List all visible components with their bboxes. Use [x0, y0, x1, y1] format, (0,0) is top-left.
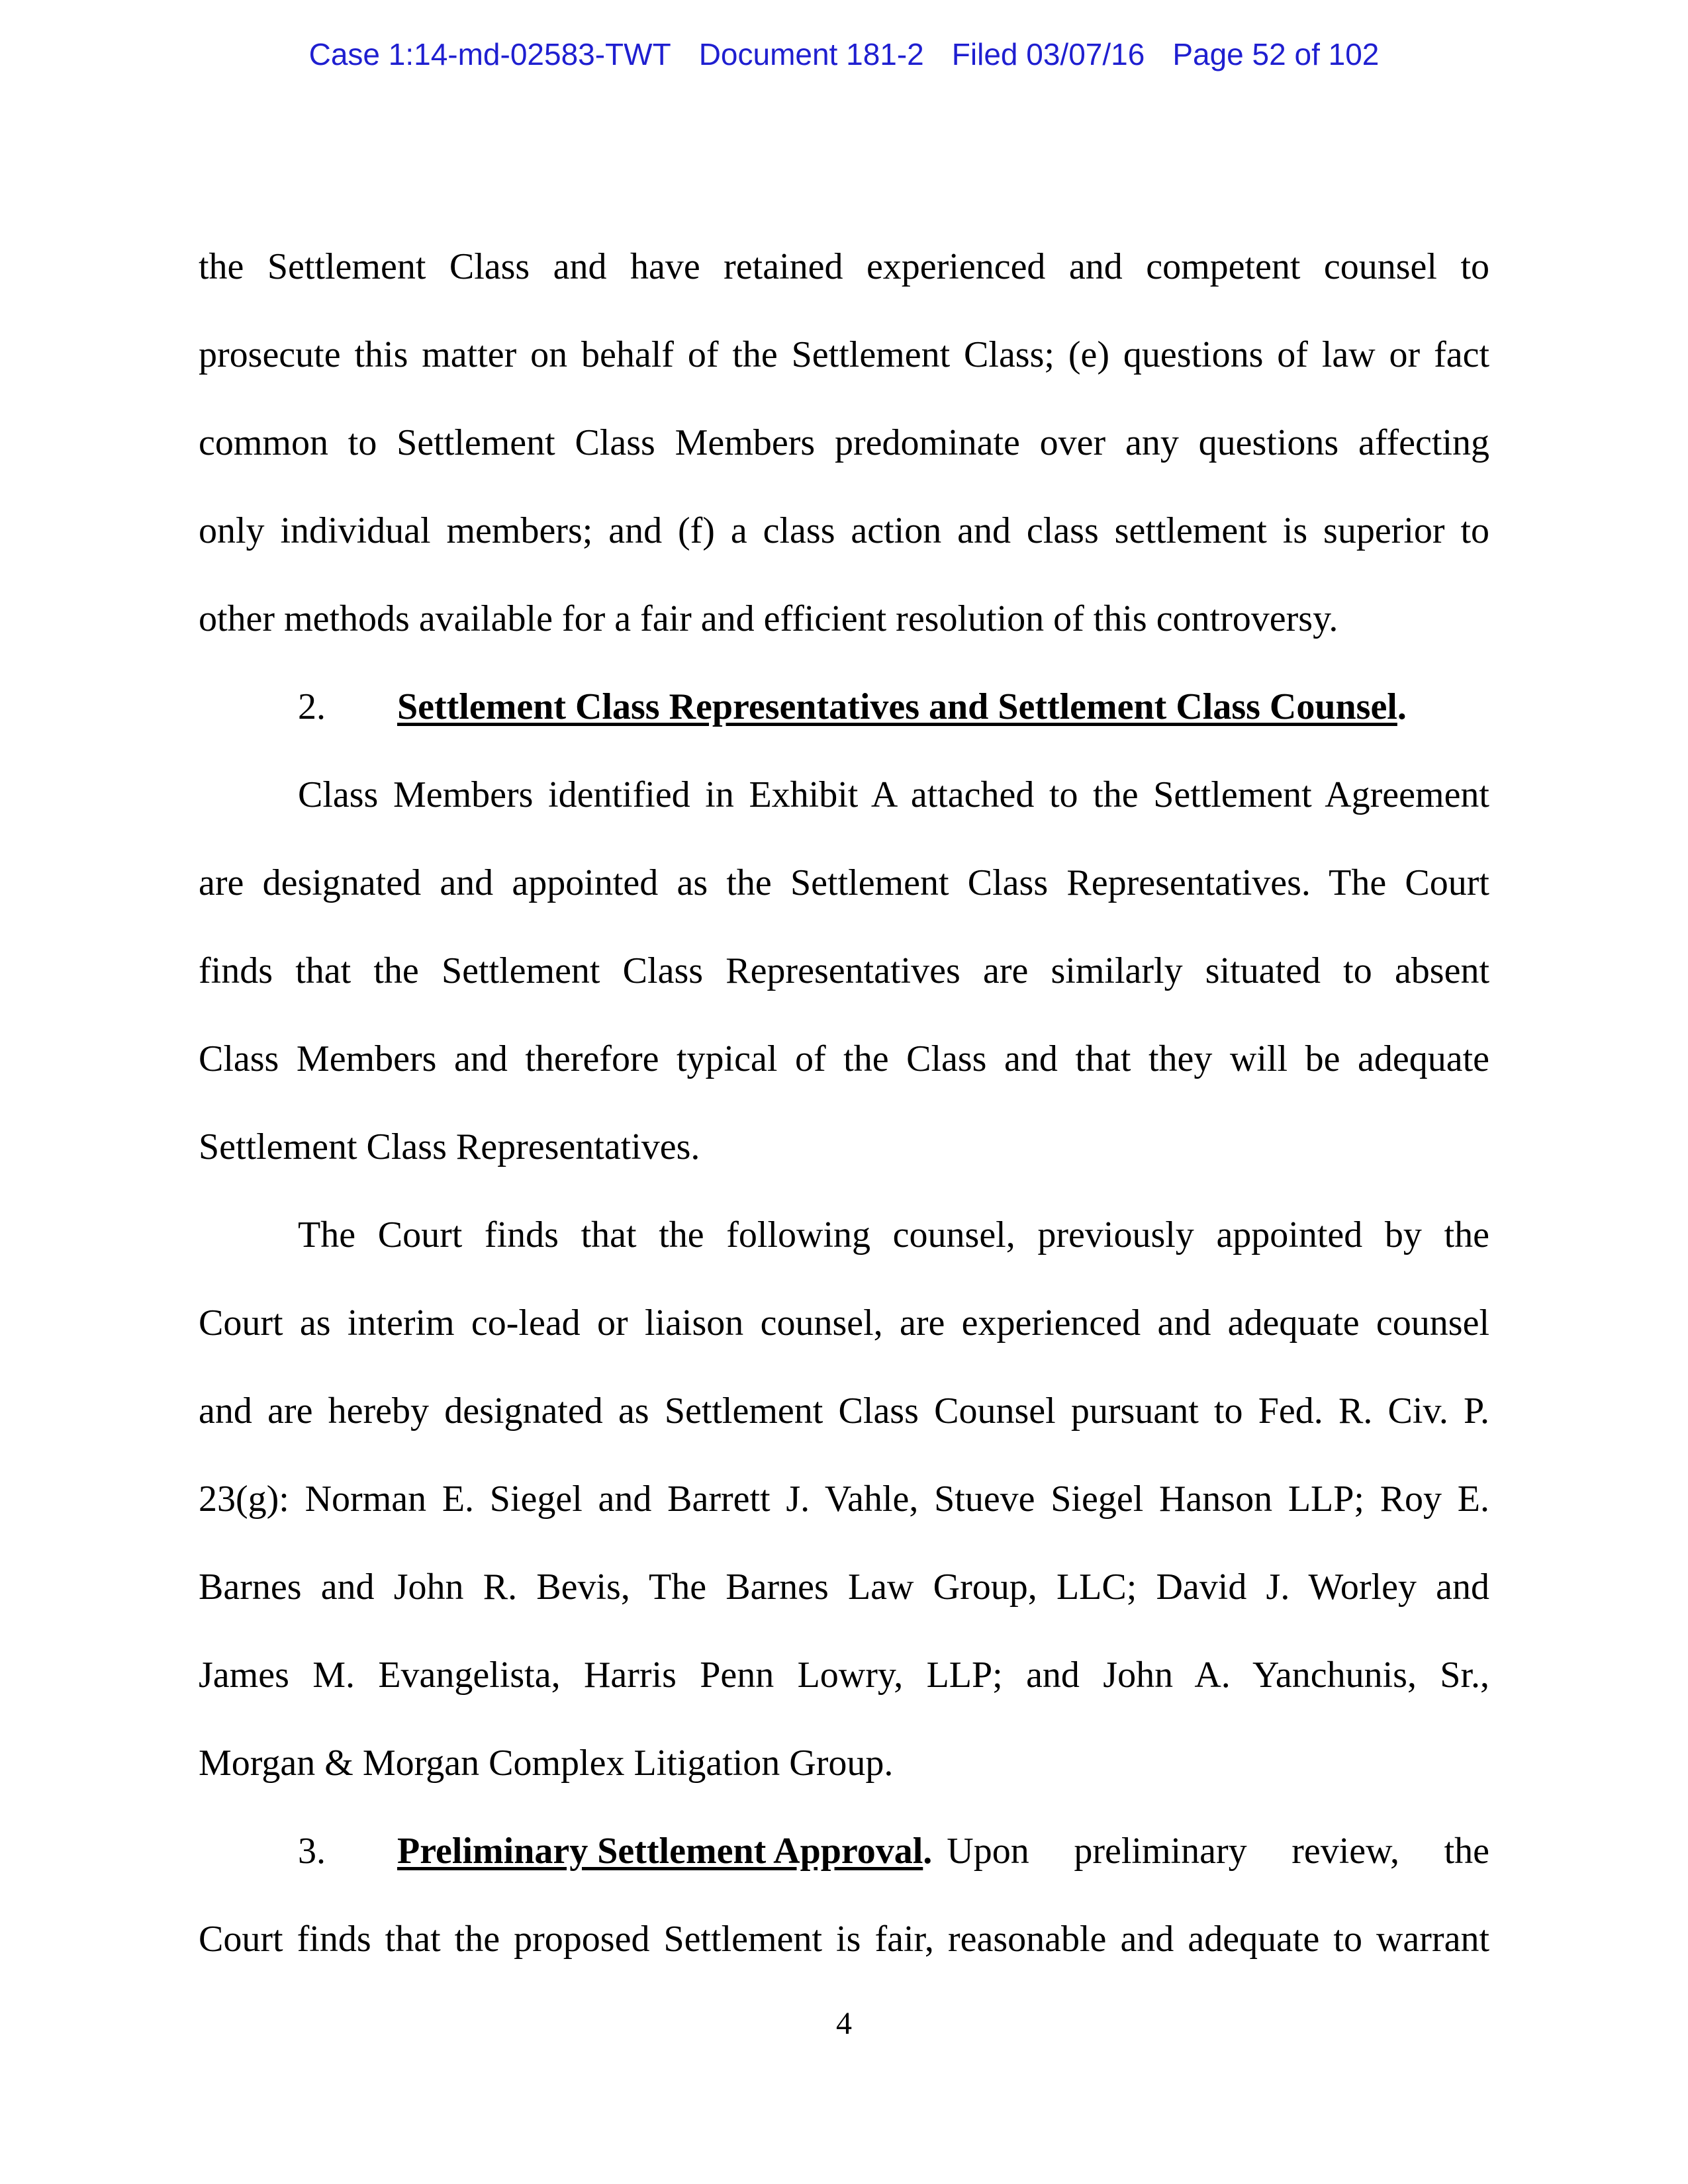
- text-line: other methods available for a fair and efficient resolution of this controversy.: [199, 598, 1338, 639]
- case-number: Case 1:14-md-02583-TWT: [308, 37, 671, 71]
- text-line: Class Members and therefore typical of the Class and that they will be adequate: [199, 1038, 1489, 1079]
- section-heading-2: [199, 684, 1489, 730]
- page-count: Page 52 of 102: [1172, 37, 1380, 71]
- section-lead-text: Upon preliminary review, the: [947, 1831, 1489, 1872]
- section-number: 3.: [298, 1831, 326, 1872]
- text-line: Court as interim co-lead or liaison counsel, are experienced and adequate counsel: [199, 1302, 1489, 1343]
- text-line: Settlement Class Representatives.: [199, 1126, 700, 1167]
- text-line: common to Settlement Class Members predominate over any questions affecting: [199, 422, 1489, 463]
- document-number: Document 181-2: [698, 37, 924, 71]
- section-heading-3: [199, 1828, 1489, 1874]
- text-line: finds that the Settlement Class Representatives are similarly situated to absent: [199, 950, 1489, 991]
- case-header: [0, 36, 1688, 72]
- text-line: James M. Evangelista, Harris Penn Lowry, LLP; and John A. Yanchunis, Sr.,: [199, 1655, 1489, 1696]
- section-title-end: .: [923, 1831, 933, 1872]
- text-line: Court finds that the proposed Settlement is fair, reasonable and adequate to warrant: [199, 1919, 1489, 1960]
- section-title: Preliminary Settlement Approval: [397, 1831, 923, 1872]
- section-number: 2.: [298, 686, 326, 727]
- text-line: prosecute this matter on behalf of the Settlement Class; (e) questions of law or fact: [199, 334, 1489, 375]
- page-number: 4: [836, 2006, 852, 2041]
- text-line: the Settlement Class and have retained experienced and competent counsel to: [199, 246, 1489, 287]
- text-line: and are hereby designated as Settlement Class Counsel pursuant to Fed. R. Civ. P.: [199, 1390, 1489, 1432]
- filed-date: Filed 03/07/16: [951, 37, 1145, 71]
- section-title: Settlement Class Representatives and Settlement Class Counsel: [397, 686, 1397, 727]
- text-line: The Court finds that the following counsel, previously appointed by the: [298, 1214, 1489, 1255]
- text-line: Morgan & Morgan Complex Litigation Group.: [199, 1743, 894, 1784]
- text-line: Class Members identified in Exhibit A attached to the Settlement Agreement: [298, 774, 1489, 815]
- text-line: are designated and appointed as the Settlement Class Representatives. The Court: [199, 862, 1489, 903]
- text-line: only individual members; and (f) a class action and class settlement is superior to: [199, 510, 1489, 551]
- text-line: 23(g): Norman E. Siegel and Barrett J. Vahle, Stueve Siegel Hanson LLP; Roy E.: [199, 1479, 1489, 1520]
- section-title-end: .: [1397, 686, 1407, 727]
- text-line: Barnes and John R. Bevis, The Barnes Law Group, LLC; David J. Worley and: [199, 1567, 1489, 1608]
